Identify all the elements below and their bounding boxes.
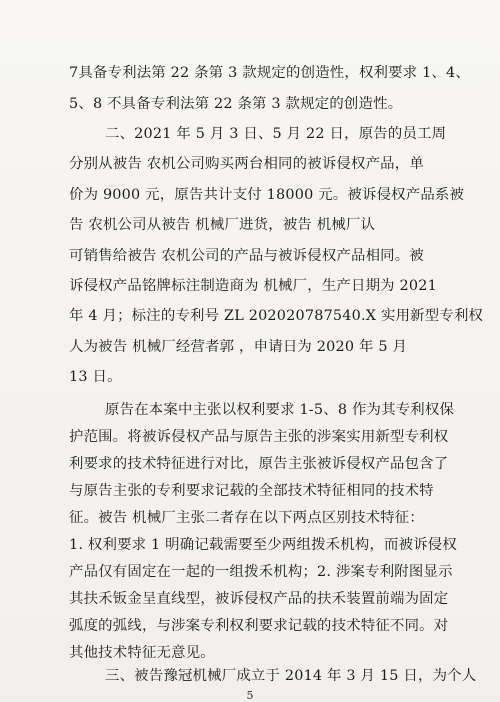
text-line: 5、8 不具备专利法第 22 条第 3 款规定的创造性。 bbox=[69, 96, 403, 112]
text-line: 其他技术特征无意见。 bbox=[69, 645, 215, 661]
text-line: 护范围。将被诉侵权产品与原告主张的涉案实用新型专利权 bbox=[69, 429, 449, 445]
text-line: 产品仅有固定在一起的一组拨禾机构；2. 涉案专利附图显示 bbox=[69, 564, 453, 580]
text-line: 13 日。 bbox=[69, 369, 122, 385]
text-line: 1. 权利要求 1 明确记载需要至少两组拨禾机构，而被诉侵权 bbox=[69, 537, 457, 553]
text-line: 人为被告 机械厂经营者郭 ，申请日为 2020 年 5 月 bbox=[69, 339, 408, 355]
text-line: 利要求的技术特征进行对比，原告主张被诉侵权产品包含了 bbox=[69, 456, 449, 472]
text-line: 年 4 月；标注的专利号 ZL 202020787540.X 实用新型专利权 bbox=[69, 308, 484, 324]
text-line: 与原告主张的专利要求记载的全部技术特征相同的技术特 bbox=[69, 483, 434, 499]
text-line: 7具备专利法第 22 条第 3 款规定的创造性，权利要求 1、4、 bbox=[69, 65, 471, 81]
text-line: 分别从被告 农机公司购买两台相同的被诉侵权产品，单 bbox=[69, 156, 424, 172]
text-line: 征。被告 机械厂主张二者存在以下两点区别技术特征： bbox=[69, 510, 424, 526]
text-line: 告 农机公司从被告 机械厂进货，被告 机械厂认 bbox=[69, 217, 376, 233]
text-line: 诉侵权产品铭牌标注制造商为 机械厂，生产日期为 2021 bbox=[69, 278, 437, 294]
text-line: 二、2021 年 5 月 3 日、5 月 22 日，原告的员工周 bbox=[105, 126, 447, 142]
bleed-through-mark bbox=[79, 398, 429, 408]
text-line: 可销售给被告 农机公司的产品与被诉侵权产品相同。被 bbox=[69, 248, 424, 264]
text-line: 其扶禾钣金呈直线型，被诉侵权产品的扶禾装置前端为固定 bbox=[69, 591, 449, 607]
page-number: 5 bbox=[246, 689, 254, 702]
text-line: 三、被告豫冠机械厂成立于 2014 年 3 月 15 日，为个人 bbox=[105, 668, 477, 684]
text-line: 弧度的弧线，与涉案专利权利要求记载的技术特征不同。对 bbox=[69, 618, 449, 634]
text-line: 价为 9000 元，原告共计支付 18000 元。被诉侵权产品系被 bbox=[69, 187, 465, 203]
text-line: 原告在本案中主张以权利要求 1-5、8 作为其专利权保 bbox=[105, 402, 455, 418]
